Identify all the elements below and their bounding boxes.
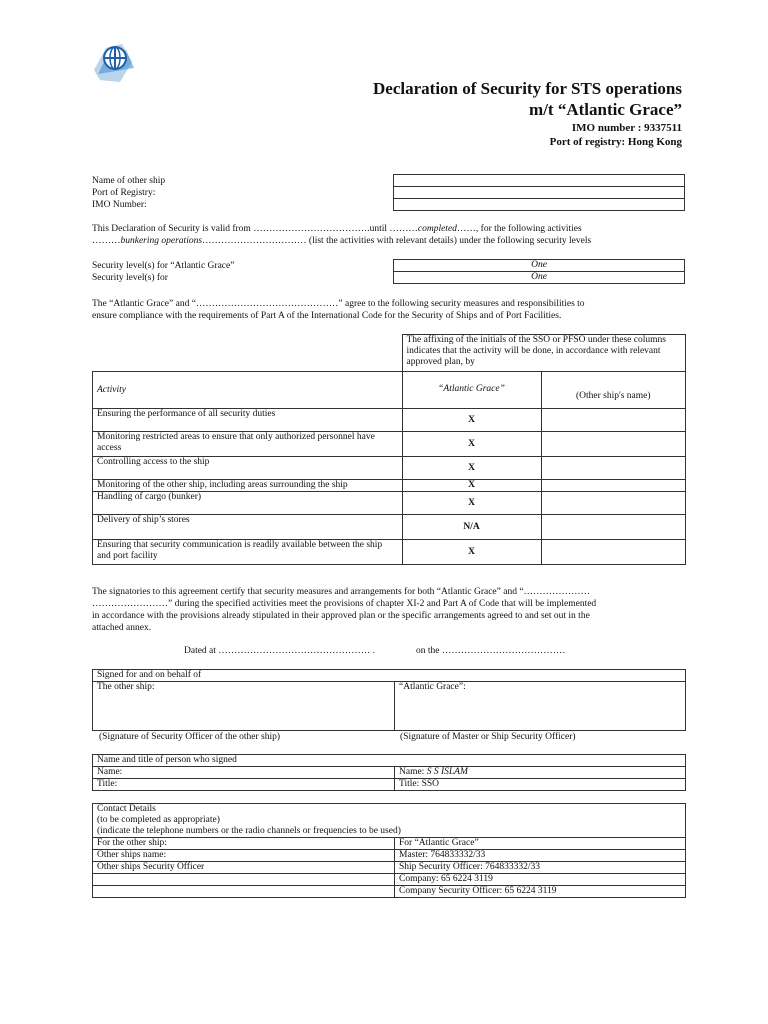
signed-table [92,669,686,731]
dated-on[interactable]: on the ………………………………… [416,646,566,656]
security-level-labels: Security level(s) for “Atlantic Grace” Security level(s) for [92,261,235,283]
mark-row-4[interactable]: X [402,480,541,492]
certify-text: The signatories to this agreement certify that security measures and arrangements for both “Atlantic Grace” and “………………… ……………………” during the specified activities meet the provisions of chapter XI-2 and Part A of Code that will be implemented in accordance with the provisions already stipulated in their approved plan or the specific arrangements agreed to and set out in the attached annex. [92,587,597,633]
mark-row-1[interactable]: X [402,409,541,432]
signed-header: Signed for and on behalf of [93,670,686,682]
names-header: Name and title of person who signed [93,755,686,767]
activity-row-1: Ensuring the performance of all security duties [93,409,403,432]
other-ship-registry-field[interactable] [394,187,685,199]
activity-row-4: Monitoring of the other ship, including areas surrounding the ship [93,480,403,492]
mark-row-2[interactable]: X [402,432,541,457]
contact-left-5[interactable] [93,886,395,898]
activity-row-2: Monitoring restricted areas to ensure that only authorized personnel have access [93,432,403,457]
contact-table [92,803,686,898]
security-level-atlantic[interactable]: One [394,260,685,272]
atlantic-name-field[interactable]: Name: S S ISLAM [395,767,686,779]
signer-name: S S ISLAM [426,767,468,777]
other-mark-row-3[interactable] [541,457,686,480]
col-activity: Activity [93,372,403,409]
agreement-text: The “Atlantic Grace” and “………………………………………” agree to the following security measures and responsibilities to ensure compliance with the requirements of Part A of the International Code for the Security of Ships and of Port Facilities. [92,299,585,321]
contact-right-5[interactable]: Company Security Officer: 65 6224 3119 [395,886,686,898]
activity-row-5: Handling of cargo (bunker) [93,492,403,515]
label-imo-number: IMO Number: [92,200,147,210]
other-title-field[interactable]: Title: [93,779,395,791]
contact-right-2[interactable]: Master: 764833332/33 [395,850,686,862]
activity-row-7: Ensuring that security communication is readily available between the ship and port facility [93,540,403,565]
signature-other-ship[interactable]: The other ship: [93,682,395,731]
contact-left-4[interactable] [93,874,395,886]
security-level-other[interactable]: One [394,272,685,284]
col-other-ship: (Other ship's name) [541,372,686,409]
globe-logo-icon [92,40,138,86]
label-other-ship-name: Name of other ship [92,176,166,186]
ship-name-title: m/t “Atlantic Grace” [529,100,682,119]
atlantic-title-field[interactable]: Title: SSO [395,779,686,791]
signature-atlantic-grace[interactable]: “Atlantic Grace”: [395,682,686,731]
contact-left-3[interactable]: Other ships Security Officer [93,862,395,874]
activity-row-6: Delivery of ship’s stores [93,515,403,540]
col-atlantic-grace: “Atlantic Grace” [402,372,541,409]
mark-row-3[interactable]: X [402,457,541,480]
other-mark-row-5[interactable] [541,492,686,515]
contact-header: Contact Details (to be completed as appropriate) (indicate the telephone numbers or the radio channels or frequencies to be used) [93,804,686,838]
activity-row-3: Controlling access to the ship [93,457,403,480]
imo-number: IMO number : 9337511 [571,122,682,134]
port-of-registry: Port of registry: Hong Kong [549,136,682,148]
other-ship-imo-field[interactable] [394,199,685,211]
document-title: Declaration of Security for STS operations [373,79,682,98]
contact-left-1: For the other ship: [93,838,395,850]
other-name-field[interactable]: Name: [93,767,395,779]
mark-row-5[interactable]: X [402,492,541,515]
other-mark-row-4[interactable] [541,480,686,492]
other-mark-row-2[interactable] [541,432,686,457]
other-mark-row-1[interactable] [541,409,686,432]
mark-row-7[interactable]: X [402,540,541,565]
names-table [92,754,686,791]
contact-right-1: For “Atlantic Grace” [395,838,686,850]
security-level-values [393,259,685,284]
other-mark-row-7[interactable] [541,540,686,565]
dated-at[interactable]: Dated at ………………………………………… . [184,646,376,656]
contact-left-2[interactable]: Other ships name: [93,850,395,862]
validity-text: This Declaration of Security is valid from ……………………………….until ………completed……, for the following activities ………bunkering operations…………………………… (list the activities with relevant details) under the following security levels [92,224,592,246]
caption-right: (Signature of Master or Ship Security Officer) [400,732,576,742]
other-ship-name-field[interactable] [394,175,685,187]
contact-right-3[interactable]: Ship Security Officer: 764833332/33 [395,862,686,874]
activity-table [92,334,686,565]
contact-right-4[interactable]: Company: 65 6224 3119 [395,874,686,886]
mark-row-6[interactable]: N/A [402,515,541,540]
other-ship-labels [92,175,165,211]
other-ship-fields [393,174,685,211]
label-port-of-registry: Port of Registry: [92,188,156,198]
caption-left: (Signature of Security Officer of the other ship) [99,732,281,742]
other-mark-row-6[interactable] [541,515,686,540]
activity-note: The affixing of the initials of the SSO or PFSO under these columns indicates that the activity will be done, in accordance with relevant approved plan, by [402,335,686,372]
